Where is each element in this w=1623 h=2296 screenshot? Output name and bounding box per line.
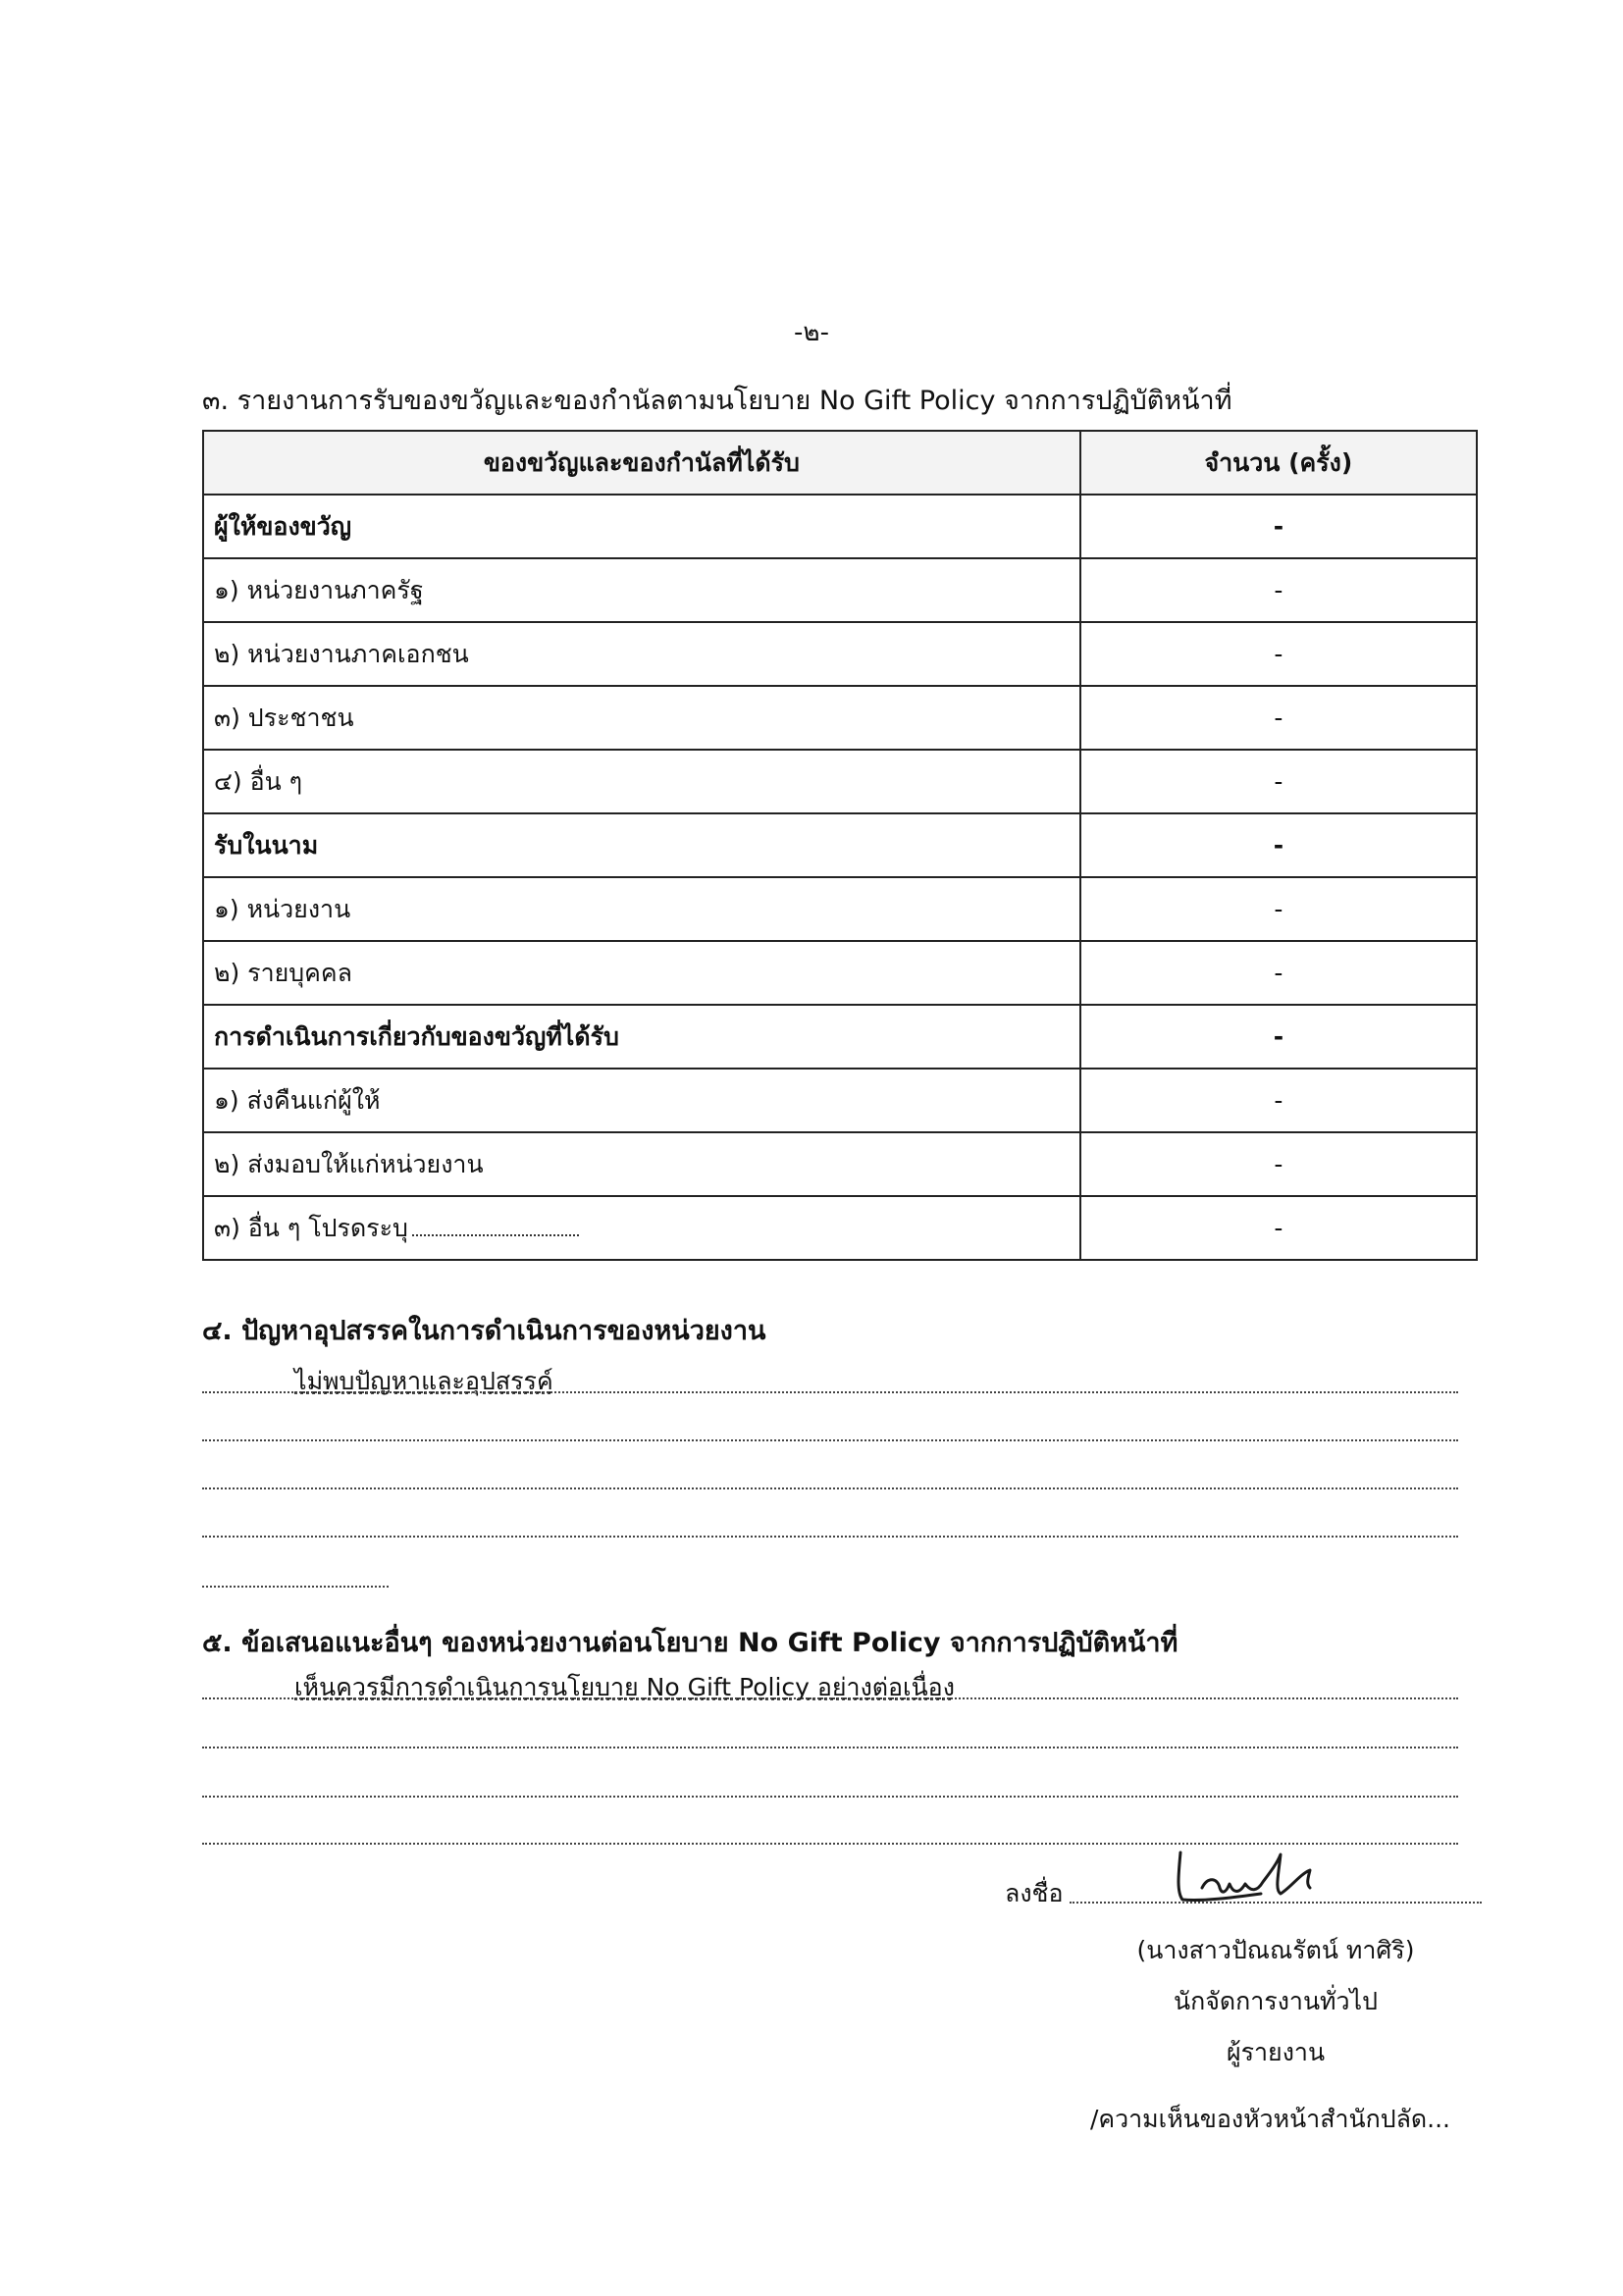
item-label: ๔) อื่น ๆ [203, 750, 1080, 813]
table-row [203, 1005, 1477, 1069]
dotted-line [202, 1487, 1458, 1489]
dotted-line [202, 1536, 1458, 1538]
item-count: - [1080, 1005, 1477, 1069]
group-label: การดำเนินการเกี่ยวกับของขวัญที่ได้รับ [203, 1005, 1080, 1069]
item-count: - [1080, 686, 1477, 750]
dotted-line [202, 1391, 1458, 1393]
item-count: - [1080, 1069, 1477, 1132]
table-row [203, 1196, 1477, 1260]
item-label: ๒) รายบุคคล [203, 941, 1080, 1005]
group-label: รับในนาม [203, 813, 1080, 877]
signer-role: ผู้รายงาน [1226, 2038, 1326, 2066]
table-row [203, 1132, 1477, 1196]
table-row [203, 877, 1477, 941]
table-row [203, 495, 1477, 558]
section3-heading: ๓. รายงานการรับของขวัญและของกำนัลตามนโยบาย No Gift Policy จากการปฏิบัติหน้าที่ [202, 386, 1232, 416]
item-count: - [1080, 877, 1477, 941]
header-item: ของขวัญและของกำนัลที่ได้รับ [203, 431, 1080, 495]
table-body [203, 495, 1477, 1260]
item-count: - [1080, 1196, 1477, 1260]
item-count: - [1080, 1132, 1477, 1196]
item-count: - [1080, 941, 1477, 1005]
signature-label: ลงชื่อ [1005, 1879, 1064, 1907]
dotted-line [202, 1586, 389, 1588]
item-label: ๑) หน่วยงาน [203, 877, 1080, 941]
item-count: - [1080, 813, 1477, 877]
item-label: ๑) ส่งคืนแก่ผู้ให้ [203, 1069, 1080, 1132]
continuation-note: /ความเห็นของหัวหน้าสำนักปลัด... [1089, 2105, 1450, 2133]
table-row [203, 622, 1477, 686]
signer-position: นักจัดการงานทั่วไป [1173, 1987, 1378, 2015]
gift-report-table [202, 430, 1478, 1261]
page-number: -๒- [794, 318, 829, 347]
item-label: ๓) อื่น ๆ โปรดระบุ [203, 1196, 1080, 1260]
table-row [203, 941, 1477, 1005]
specify-fill-line [412, 1230, 579, 1236]
section4-answer: ไม่พบปัญหาและอุปสรรค์ [294, 1367, 553, 1395]
item-label: ๓) ประชาชน [203, 686, 1080, 750]
header-count: จำนวน (ครั้ง) [1080, 431, 1477, 495]
section4-heading: ๔. ปัญหาอุปสรรคในการดำเนินการของหน่วยงาน [202, 1316, 766, 1346]
signer-name: (นางสาวปัณณรัตน์ ทาศิริ) [1136, 1936, 1415, 1964]
table-row [203, 1069, 1477, 1132]
table-row [203, 750, 1477, 813]
dotted-line [202, 1697, 1458, 1699]
item-count: - [1080, 495, 1477, 558]
item-count: - [1080, 558, 1477, 622]
item-label: ๑) หน่วยงานภาครัฐ [203, 558, 1080, 622]
dotted-line [202, 1747, 1458, 1748]
table-row [203, 686, 1477, 750]
table-row [203, 813, 1477, 877]
item-label: ๒) หน่วยงานภาคเอกชน [203, 622, 1080, 686]
signature-mark [1163, 1845, 1330, 1913]
section5-answer: เห็นควรมีการดำเนินการนโยบาย No Gift Policy อย่างต่อเนื่อง [294, 1673, 955, 1701]
section5-heading: ๕. ข้อเสนอแนะอื่นๆ ของหน่วยงานต่อนโยบาย No Gift Policy จากการปฏิบัติหน้าที่ [202, 1628, 1178, 1658]
table-row [203, 558, 1477, 622]
item-label: ๒) ส่งมอบให้แก่หน่วยงาน [203, 1132, 1080, 1196]
dotted-line [202, 1439, 1458, 1441]
group-label: ผู้ให้ของขวัญ [203, 495, 1080, 558]
item-count: - [1080, 750, 1477, 813]
table-header-row [203, 431, 1477, 495]
dotted-line [202, 1796, 1458, 1798]
item-count: - [1080, 622, 1477, 686]
